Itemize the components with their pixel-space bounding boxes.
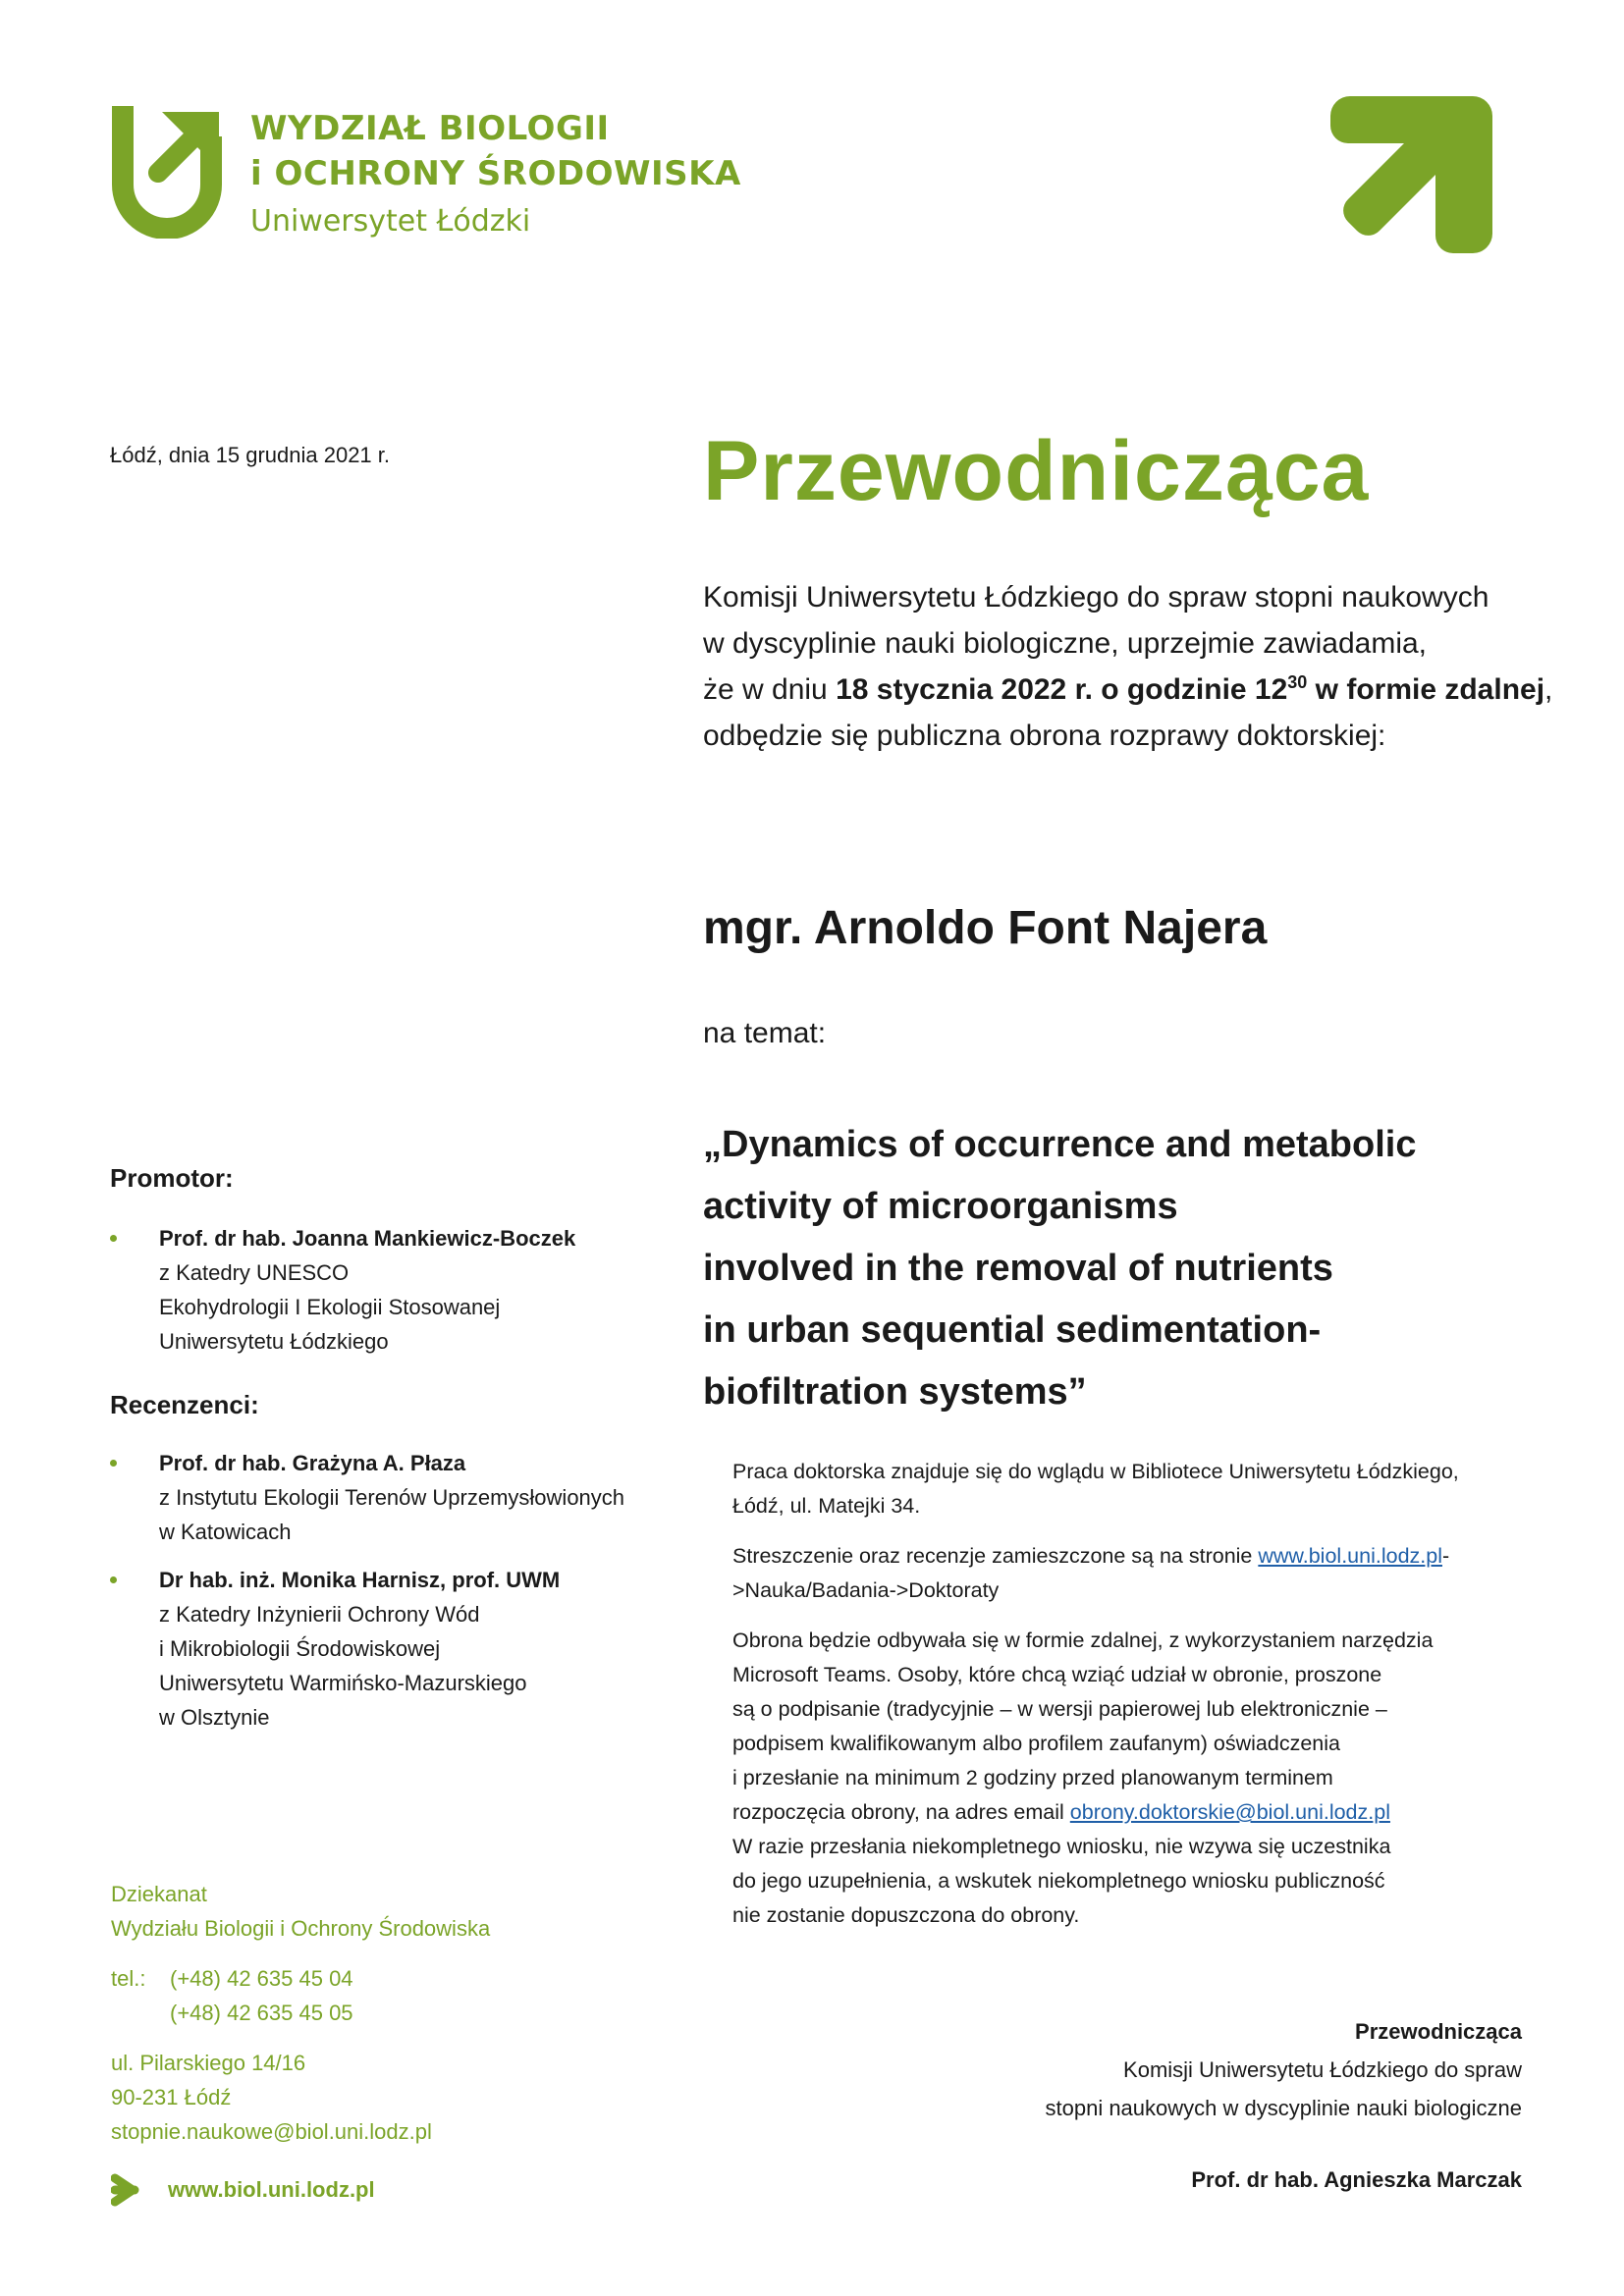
logo-university: Uniwersytet Łódzki: [250, 204, 531, 239]
info-library-line-2: Łódź, ul. Matejki 34.: [732, 1494, 921, 1518]
info-library-line-1: Praca doktorska znajduje się do wglądu w Bibliotece Uniwersytetu Łódzkiego,: [732, 1460, 1459, 1483]
signature-block: [884, 2012, 1522, 2199]
intro-line-3-pre: że w dniu: [703, 673, 837, 706]
logo-line-1: WYDZIAŁ BIOLOGII: [250, 109, 610, 148]
phone-numbers: [111, 1961, 490, 2030]
tel-label: tel.:: [111, 1966, 146, 1991]
reviewer-entry: [110, 1563, 679, 1735]
faculty-logo-icon: [111, 106, 224, 239]
faculty-logo-text: [250, 106, 741, 243]
address-city: 90-231 Łódź: [111, 2085, 232, 2109]
info-summary: [732, 1539, 1518, 1608]
document-date: Łódź, dnia 15 grudnia 2021 r.: [110, 443, 391, 467]
intro-line-1: Komisji Uniwersytetu Łódzkiego do spraw stopni naukowych: [703, 581, 1489, 614]
info-remote-line-5: i przesłanie na minimum 2 godziny przed planowanym terminem: [732, 1766, 1333, 1789]
signature-line-2: stopni naukowych w dyscyplinie nauki biologiczne: [1045, 2096, 1522, 2120]
faculty-website[interactable]: www.biol.uni.lodz.pl: [168, 2177, 375, 2202]
intro-line-3-post: ,: [1544, 673, 1553, 706]
faculty-website-link[interactable]: www.biol.uni.lodz.pl: [1258, 1544, 1442, 1568]
promotor-entry: [110, 1221, 679, 1359]
reviewer-affiliation: Uniwersytetu Warmińsko-Mazurskiego: [159, 1671, 527, 1695]
postal-address: [111, 2046, 490, 2149]
corner-arrow-icon: [1330, 96, 1492, 253]
contact-email[interactable]: stopnie.naukowe@biol.uni.lodz.pl: [111, 2119, 432, 2144]
info-remote-line-4: podpisem kwalifikowanym albo profilem zaufanym) oświadczenia: [732, 1732, 1340, 1755]
arrow-right-icon: [111, 2170, 146, 2210]
promotor-name: Prof. dr hab. Joanna Mankiewicz-Boczek: [159, 1226, 576, 1251]
thesis-line-4: in urban sequential sedimentation-: [703, 1309, 1322, 1351]
bullet-icon: [110, 1460, 117, 1467]
promotor-affiliation-3: Uniwersytetu Łódzkiego: [159, 1329, 389, 1354]
thesis-line-1: „Dynamics of occurrence and metabolic: [703, 1124, 1417, 1165]
info-remote-line-1: Obrona będzie odbywała się w formie zdalnej, z wykorzystaniem narzędzia: [732, 1629, 1434, 1652]
defense-info: [732, 1455, 1518, 1949]
info-remote-line-9: nie zostanie dopuszczona do obrony.: [732, 1903, 1080, 1927]
thesis-title: [703, 1114, 1416, 1423]
dean-office-line-1: Dziekanat: [111, 1882, 207, 1906]
defense-email-link[interactable]: obrony.doktorskie@biol.uni.lodz.pl: [1069, 1800, 1390, 1824]
defense-mode: w formie zdalnej: [1307, 673, 1545, 706]
promotor-heading: Promotor:: [110, 1163, 234, 1193]
reviewer-name: Prof. dr hab. Grażyna A. Płaza: [159, 1451, 466, 1475]
info-remote-line-6: [732, 1795, 1518, 1830]
defense-datetime: 18 stycznia 2022 r. o godzinie 12: [836, 673, 1288, 706]
promotor-affiliation-2: Ekohydrologii I Ekologii Stosowanej: [159, 1295, 501, 1319]
reviewer-affiliation: z Katedry Inżynierii Ochrony Wód: [159, 1602, 480, 1627]
page-title: Przewodnicząca: [703, 424, 1370, 518]
defense-time-minutes: 30: [1287, 672, 1308, 692]
signature-title: Przewodnicząca: [1355, 2019, 1522, 2044]
logo-line-2: i OCHRONY ŚRODOWISKA: [250, 154, 741, 193]
info-summary-line-1: [732, 1539, 1518, 1574]
info-remote-line-6-pre: rozpoczęcia obrony, na adres email: [732, 1800, 1070, 1824]
promotor-affiliation-1: z Katedry UNESCO: [159, 1260, 350, 1285]
candidate-name: mgr. Arnoldo Font Najera: [703, 902, 1268, 954]
info-remote-line-3: są o podpisanie (tradycyjnie – w wersji papierowej lub elektronicznie –: [732, 1697, 1387, 1721]
dean-office-name: [111, 1877, 490, 1946]
intro-line-4: odbędzie się publiczna obrona rozprawy doktorskiej:: [703, 720, 1386, 752]
intro-line-2: w dyscyplinie nauki biologiczne, uprzejmie zawiadamia,: [703, 627, 1428, 660]
reviewer-affiliation: z Instytutu Ekologii Terenów Uprzemysłowionych: [159, 1485, 625, 1510]
info-remote: [732, 1624, 1518, 1933]
topic-label: na temat:: [703, 1017, 827, 1049]
announcement-intro: [703, 574, 1587, 759]
address-street: ul. Pilarskiego 14/16: [111, 2051, 306, 2075]
intro-line-3: [703, 667, 1587, 713]
thesis-line-5: biofiltration systems”: [703, 1371, 1087, 1413]
website-footer: [111, 2170, 375, 2210]
phone-number-1: (+48) 42 635 45 04: [170, 1966, 353, 1991]
reviewer-affiliation: w Olsztynie: [159, 1705, 270, 1730]
committee-column: [110, 1163, 679, 1735]
reviewer-name: Dr hab. inż. Monika Harnisz, prof. UWM: [159, 1568, 561, 1592]
thesis-line-2: activity of microorganisms: [703, 1186, 1178, 1227]
signatory-name: Prof. dr hab. Agnieszka Marczak: [1191, 2167, 1522, 2192]
reviewers-heading: Recenzenci:: [110, 1390, 259, 1419]
thesis-line-3: involved in the removal of nutrients: [703, 1248, 1333, 1289]
reviewer-entry: [110, 1446, 679, 1549]
info-library: [732, 1455, 1518, 1523]
reviewer-affiliation: w Katowicach: [159, 1520, 292, 1544]
info-summary-dash: -: [1441, 1544, 1450, 1568]
info-remote-line-8: do jego uzupełnienia, a wskutek niekompletnego wniosku publiczność: [732, 1869, 1385, 1893]
reviewer-affiliation: i Mikrobiologii Środowiskowej: [159, 1636, 441, 1661]
info-summary-line-2: >Nauka/Badania->Doktoraty: [732, 1578, 1000, 1602]
info-summary-pre: Streszczenie oraz recenzje zamieszczone są na stronie: [732, 1544, 1259, 1568]
dean-office-contact: [111, 1877, 490, 2149]
signature-line-1: Komisji Uniwersytetu Łódzkiego do spraw: [1123, 2057, 1522, 2082]
phone-number-2: (+48) 42 635 45 05: [170, 2001, 353, 2025]
info-remote-line-2: Microsoft Teams. Osoby, które chcą wziąć udział w obronie, proszone: [732, 1663, 1382, 1686]
info-remote-line-7: W razie przesłania niekompletnego wniosku, nie wzywa się uczestnika: [732, 1835, 1391, 1858]
bullet-icon: [110, 1576, 117, 1583]
dean-office-line-2: Wydziału Biologii i Ochrony Środowiska: [111, 1916, 491, 1941]
bullet-icon: [110, 1235, 117, 1242]
